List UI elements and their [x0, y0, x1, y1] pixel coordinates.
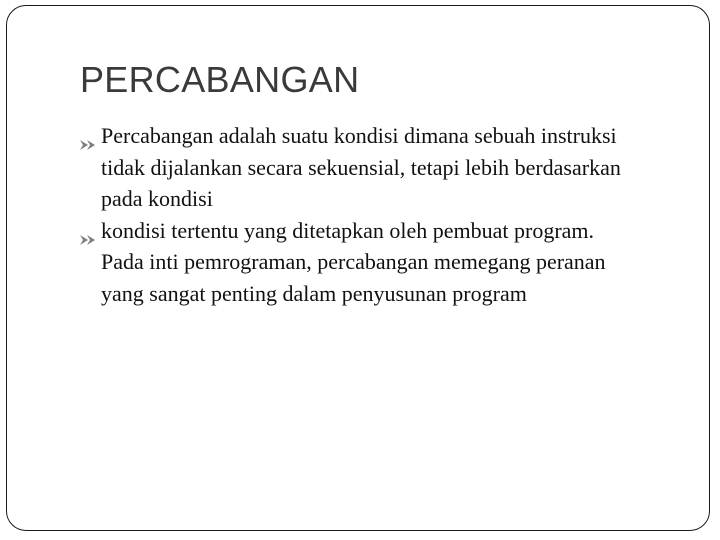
slide-title: PERCABANGAN — [80, 59, 360, 100]
list-item — [80, 215, 640, 310]
list-item — [80, 120, 640, 215]
bullet-arrow-icon — [80, 129, 100, 143]
bullet-text: Percabangan adalah suatu kondisi dimana sebuah instruksi tidak dijalankan secara sekuensial, tetapi lebih berdasarkan pada kondisi — [101, 123, 621, 211]
bullet-list — [80, 120, 640, 309]
bullet-arrow-icon — [80, 224, 100, 238]
bullet-text: kondisi tertentu yang ditetapkan oleh pembuat program. Pada inti pemrograman, percabangan memegang peranan yang sangat penting dalam penyusunan program — [101, 217, 606, 306]
